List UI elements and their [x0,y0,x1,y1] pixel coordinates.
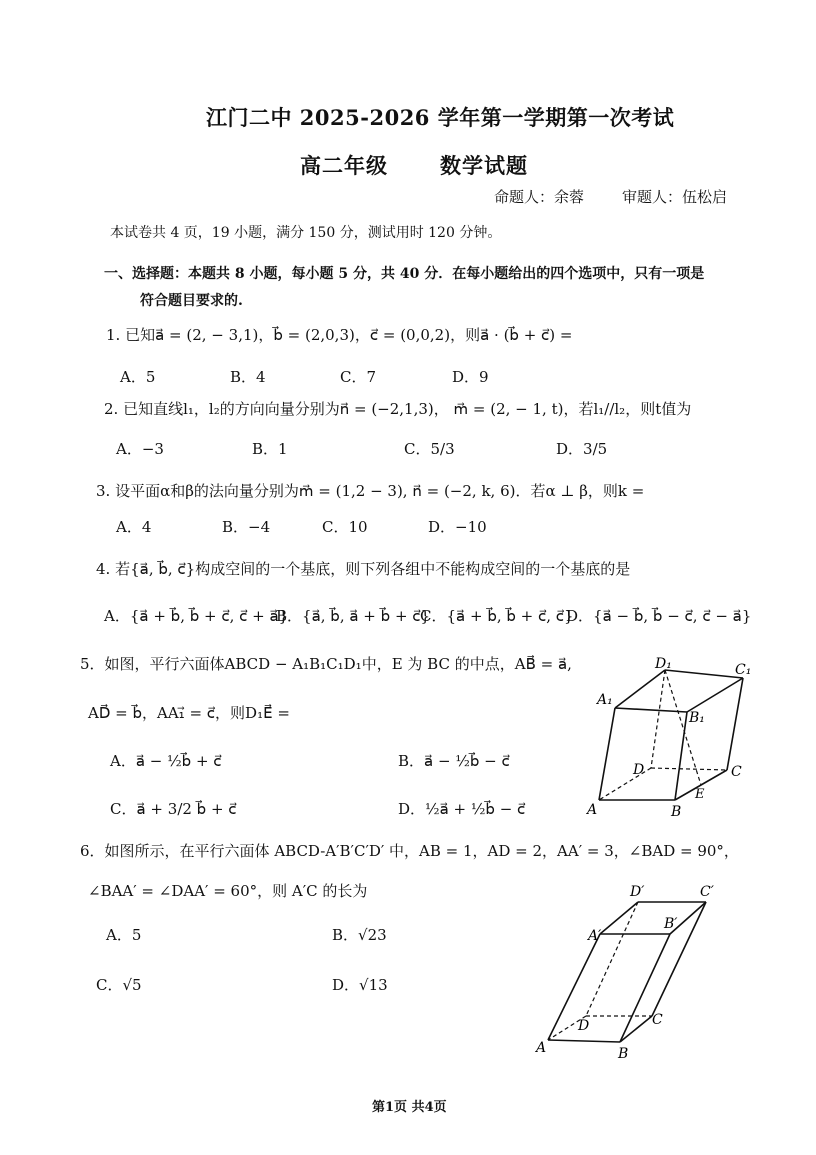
q4-option-b: B．{a⃗, b⃗, a⃗ + b⃗ + c⃗} [276,607,431,625]
q6-label-b: B [618,1046,629,1062]
q5-label-a1: A₁ [597,692,613,708]
q3-option-a: A．4 [116,518,152,536]
q5-option-c: C．a⃗ + 3/2 b⃗ + c⃗ [110,800,237,818]
q4-option-a: A．{a⃗ + b⃗, b⃗ + c⃗, c⃗ + a⃗} [104,607,289,625]
q6-label-c-prime: C′ [700,884,714,900]
q4-option-d: D．{a⃗ − b⃗, b⃗ − c⃗, c⃗ − a⃗} [566,607,752,625]
q5-label-d: D [633,762,645,778]
q6-label-c: C [652,1012,663,1028]
q3-option-b: B．−4 [222,518,271,536]
q3-option-d: D．−10 [428,518,487,536]
section-heading-line2: 符合题目要求的. [140,293,243,309]
q2-option-c: C．5/3 [404,440,455,458]
intro-text: 本试卷共 4 页，19 小题，满分 150 分，测试用时 120 分钟。 [110,225,502,241]
question-3-stem: 3. 设平面α和β的法向量分别为m⃗ = (1,2 − 3), n⃗ = (−2, k, 6)．若α ⊥ β，则k = [96,482,645,500]
question-2-stem: 2. 已知直线l₁，l₂的方向向量分别为n⃗ = (−2,1,3)， m⃗ = (2, − 1, t)，若l₁//l₂，则t值为 [104,400,692,418]
q3-option-c: C．10 [322,518,368,536]
exam-title: 江门二中 2025-2026 学年第一学期第一次考试 [206,105,675,130]
q5-label-c1: C₁ [735,662,752,678]
q5-parallelepiped-figure [575,650,755,825]
q1-option-a: A．5 [120,368,156,386]
q2-option-b: B．1 [252,440,288,458]
q6-label-a: A [536,1040,547,1056]
q1-option-c: C．7 [340,368,377,386]
q6-label-d-prime: D′ [630,884,645,900]
question-5-stem-line1: 5．如图，平行六面体ABCD − A₁B₁C₁D₁中，E 为 BC 的中点，AB⃗ = a⃗, [80,655,572,673]
q6-label-d: D [578,1018,590,1034]
q6-option-a: A．5 [106,926,142,944]
q6-parallelepiped-figure [530,876,730,1066]
question-5-stem-line2: AD⃗ = b⃗，AA₁⃗ = c⃗，则D₁E⃗ = [88,704,290,722]
q4-option-c: C．{a⃗ + b⃗, b⃗ + c⃗, c⃗} [420,607,574,625]
q6-option-c: C．√5 [96,976,142,994]
q6-label-b-prime: B′ [664,916,678,932]
q1-option-d: D．9 [452,368,489,386]
question-1-stem: 1. 已知a⃗ = (2, − 3,1)，b⃗ = (2,0,3)，c⃗ = (0,0,2)，则a⃗ · (b⃗ + c⃗) = [106,326,573,344]
q5-option-a: A．a⃗ − ½b⃗ + c⃗ [110,752,222,770]
section-heading-line1: 一、选择题：本题共 8 小题，每小题 5 分，共 40 分．在每小题给出的四个选项中，只有一项是 [104,266,705,282]
q5-label-c: C [731,764,742,780]
question-6-stem-line2: ∠BAA′ = ∠DAA′ = 60°，则 A′C 的长为 [88,882,368,900]
q6-label-a-prime: A′ [588,928,602,944]
page-footer: 第1页 共4页 [372,1100,447,1115]
q6-option-d: D．√13 [332,976,388,994]
q1-option-b: B．4 [230,368,266,386]
grade-label: 高二年级 [300,153,388,178]
reviewer-label: 审题人：伍松启 [622,188,728,206]
question-4-stem: 4. 若{a⃗, b⃗, c⃗}构成空间的一个基底，则下列各组中不能构成空间的一个基底的是 [96,560,631,578]
subject-label: 数学试题 [440,153,528,178]
q5-label-b1: B₁ [689,710,705,726]
question-6-stem-line1: 6．如图所示，在平行六面体 ABCD-A′B′C′D′ 中，AB = 1，AD = 2，AA′ = 3，∠BAD = 90°， [80,842,739,860]
author-label: 命题人：余蓉 [494,188,585,206]
q5-label-a: A [587,802,598,818]
q5-label-e: E [695,787,705,802]
q5-option-d: D．½a⃗ + ½b⃗ − c⃗ [398,800,526,818]
q5-option-b: B．a⃗ − ½b⃗ − c⃗ [398,752,510,770]
q5-label-d1: D₁ [655,656,672,672]
q6-option-b: B．√23 [332,926,387,944]
q2-option-d: D．3/5 [556,440,608,458]
q5-label-b: B [671,804,682,820]
q2-option-a: A．−3 [116,440,164,458]
